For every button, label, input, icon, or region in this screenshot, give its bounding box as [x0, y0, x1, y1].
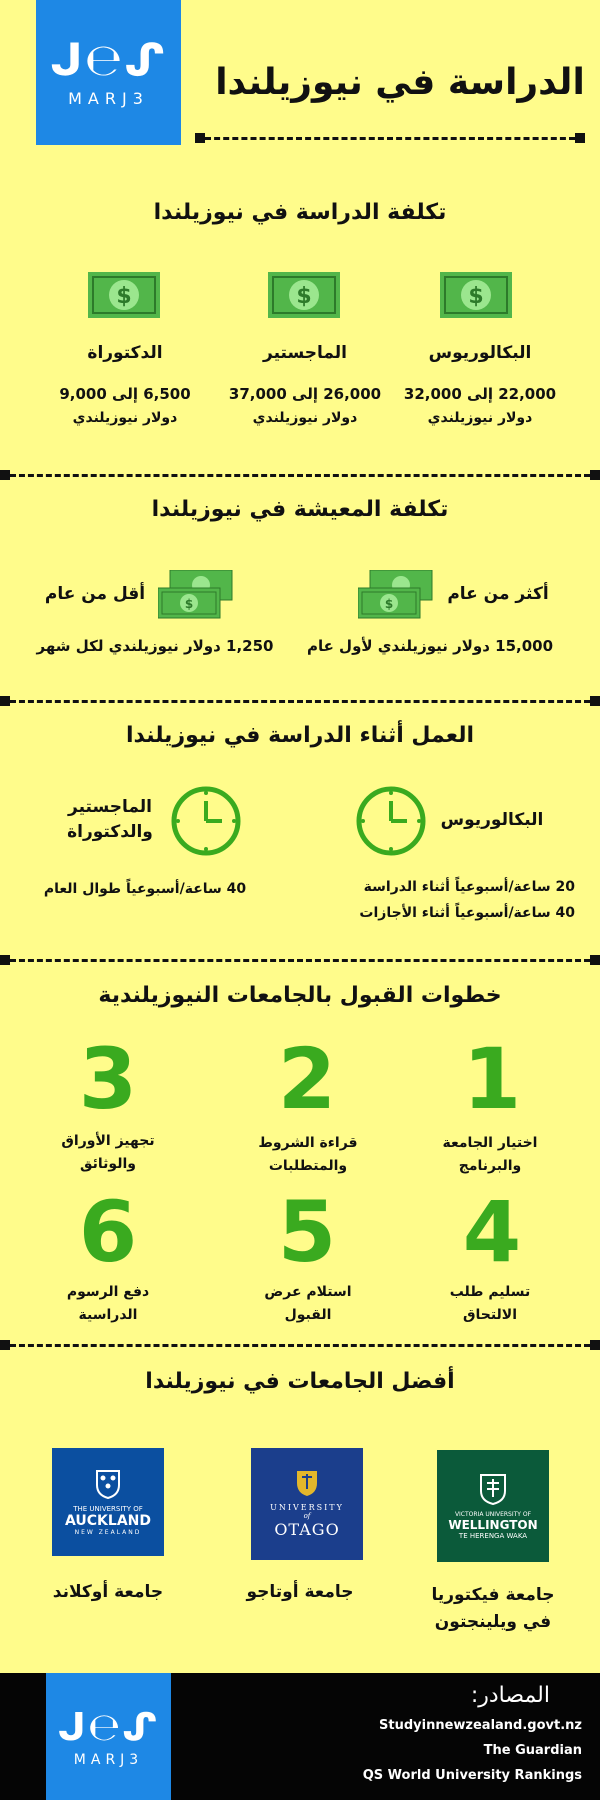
divider	[10, 700, 590, 703]
step-text-4a: تسليم طلب	[449, 1284, 531, 1300]
step-number-6: 6	[78, 1183, 138, 1281]
work-bachelor-line-1: 20 ساعة/أسبوعياً أثناء الدراسة	[363, 879, 575, 895]
university-name-otago: جامعة أوتاجو	[246, 1582, 354, 1602]
university-logo-wellington	[437, 1450, 549, 1562]
tuition-unit-master: دولار نيوزيلندي	[252, 410, 358, 426]
brand-logo	[36, 0, 181, 145]
wellington-crest-icon	[479, 1473, 507, 1505]
work-bachelor-label: البكالوريوس	[440, 810, 544, 830]
step-text-3b: والوثائق	[80, 1156, 136, 1172]
university-name-wellington-1: جامعة فيكتوريا	[431, 1585, 555, 1605]
clock-icon	[355, 785, 427, 857]
tuition-range-bachelor: 22,000 إلى 32,000	[403, 385, 557, 403]
wellington-logo-line-2: WELLINGTON	[448, 1517, 538, 1532]
divider	[10, 474, 590, 477]
tuition-level-bachelor: البكالوريوس	[428, 343, 532, 363]
auckland-crest-icon	[95, 1469, 121, 1499]
tuition-unit-phd: دولار نيوزيلندي	[72, 410, 178, 426]
university-logo-otago	[251, 1448, 363, 1560]
tuition-level-master: الماجستير	[263, 343, 347, 363]
divider	[10, 1344, 590, 1347]
tuition-range-master: 26,000 إلى 37,000	[228, 385, 382, 403]
tuition-level-phd: الدكتوراة	[87, 343, 163, 363]
divider-end	[195, 133, 205, 143]
source-1: Studyinnewzealand.govt.nz	[379, 1718, 582, 1733]
clock-icon	[170, 785, 242, 857]
divider	[205, 137, 575, 140]
divider-end	[0, 470, 10, 480]
otago-crest-icon	[295, 1469, 319, 1497]
svg-text:$: $	[468, 284, 484, 309]
living-amount-more: 15,000 دولار نيوزيلندي لأول عام	[306, 637, 554, 655]
svg-text:$: $	[296, 284, 312, 309]
step-number-1: 1	[462, 1030, 522, 1128]
brand-name: MARJ3	[68, 89, 149, 108]
university-logo-auckland	[52, 1448, 164, 1556]
step-number-2: 2	[277, 1030, 337, 1128]
divider-end	[0, 1340, 10, 1350]
step-number-4: 4	[462, 1183, 522, 1281]
divider-end	[575, 133, 585, 143]
tuition-unit-bachelor: دولار نيوزيلندي	[427, 410, 533, 426]
step-number-5: 5	[277, 1183, 337, 1281]
footer-brand-mark-icon: ᒍ℮ᔑ	[57, 1704, 160, 1749]
divider-end	[590, 696, 600, 706]
living-label-more: أكثر من عام	[447, 584, 549, 604]
work-title: العمل أثناء الدراسة في نيوزيلندا	[125, 723, 475, 748]
auckland-logo-line-1: THE UNIVERSITY OF	[73, 1504, 143, 1513]
source-3: QS World University Rankings	[362, 1768, 582, 1783]
step-text-6a: دفع الرسوم	[66, 1284, 150, 1300]
money-bill-icon	[440, 272, 512, 318]
divider-end	[590, 955, 600, 965]
step-text-1a: اختيار الجامعة	[442, 1135, 538, 1151]
living-label-less: أقل من عام	[44, 584, 146, 604]
step-text-5b: القبول	[284, 1307, 332, 1323]
living-title: تكلفة المعيشة في نيوزيلندا	[151, 497, 449, 522]
step-text-2b: والمتطلبات	[268, 1158, 348, 1174]
divider-end	[590, 470, 600, 480]
step-text-2a: قراءة الشروط	[258, 1135, 358, 1151]
work-postgrad-label-1: الماجستير	[68, 797, 152, 817]
university-name-auckland: جامعة أوكلاند	[52, 1582, 164, 1602]
auckland-logo-line-2: AUCKLAND	[65, 1512, 151, 1529]
svg-text:$: $	[116, 284, 132, 309]
living-amount-less: 1,250 دولار نيوزيلندي لكل شهر	[36, 637, 274, 655]
divider-end	[0, 696, 10, 706]
divider-end	[0, 955, 10, 965]
source-2: The Guardian	[483, 1743, 582, 1758]
work-bachelor-line-2: 40 ساعة/أسبوعياً أثناء الأجازات	[359, 905, 575, 921]
divider-end	[590, 1340, 600, 1350]
tuition-range-phd: 6,500 إلى 9,000	[59, 385, 191, 403]
money-bill-icon	[268, 272, 340, 318]
step-number-3: 3	[78, 1030, 138, 1128]
work-postgrad-line-1: 40 ساعة/أسبوعياً طوال العام	[43, 881, 247, 897]
otago-logo-line-3: OTAGO	[274, 1520, 340, 1539]
step-text-3a: تجهيز الأوراق	[61, 1133, 155, 1149]
footer-brand-logo	[46, 1673, 171, 1800]
wellington-logo-line-3: TE HERENGA WAKA	[458, 1531, 528, 1540]
otago-logo-line-2: of	[303, 1512, 311, 1520]
sources-label: المصادر:	[470, 1683, 550, 1708]
step-text-1b: والبرنامج	[458, 1158, 522, 1174]
page-title: الدراسة في نيوزيلندا	[215, 62, 585, 103]
work-postgrad-label-2: والدكتوراة	[67, 822, 153, 842]
universities-title: أفضل الجامعات في نيوزيلندا	[145, 1369, 455, 1394]
otago-logo-line-1: UNIVERSITY	[270, 1503, 344, 1512]
svg-text:$: $	[184, 597, 194, 611]
auckland-logo-line-3: NEW ZEALAND	[74, 1528, 142, 1536]
money-stack-icon	[358, 570, 433, 620]
tuition-title: تكلفة الدراسة في نيوزيلندا	[153, 200, 447, 225]
university-name-wellington-2: في ويلينجتون	[434, 1612, 552, 1632]
step-text-5a: استلام عرض	[264, 1284, 352, 1300]
money-stack-icon	[158, 570, 233, 620]
svg-text:$: $	[384, 597, 394, 611]
steps-title: خطوات القبول بالجامعات النيوزيلندية	[98, 983, 502, 1008]
wellington-logo-line-1: VICTORIA UNIVERSITY OF	[454, 1510, 532, 1518]
divider	[10, 959, 590, 962]
brand-mark-icon: ᒍ℮ᔑ	[50, 35, 167, 86]
money-bill-icon	[88, 272, 160, 318]
footer-brand-name: MARJ3	[73, 1751, 144, 1768]
step-text-4b: الالتحاق	[462, 1307, 518, 1323]
step-text-6b: الدراسية	[78, 1307, 138, 1323]
